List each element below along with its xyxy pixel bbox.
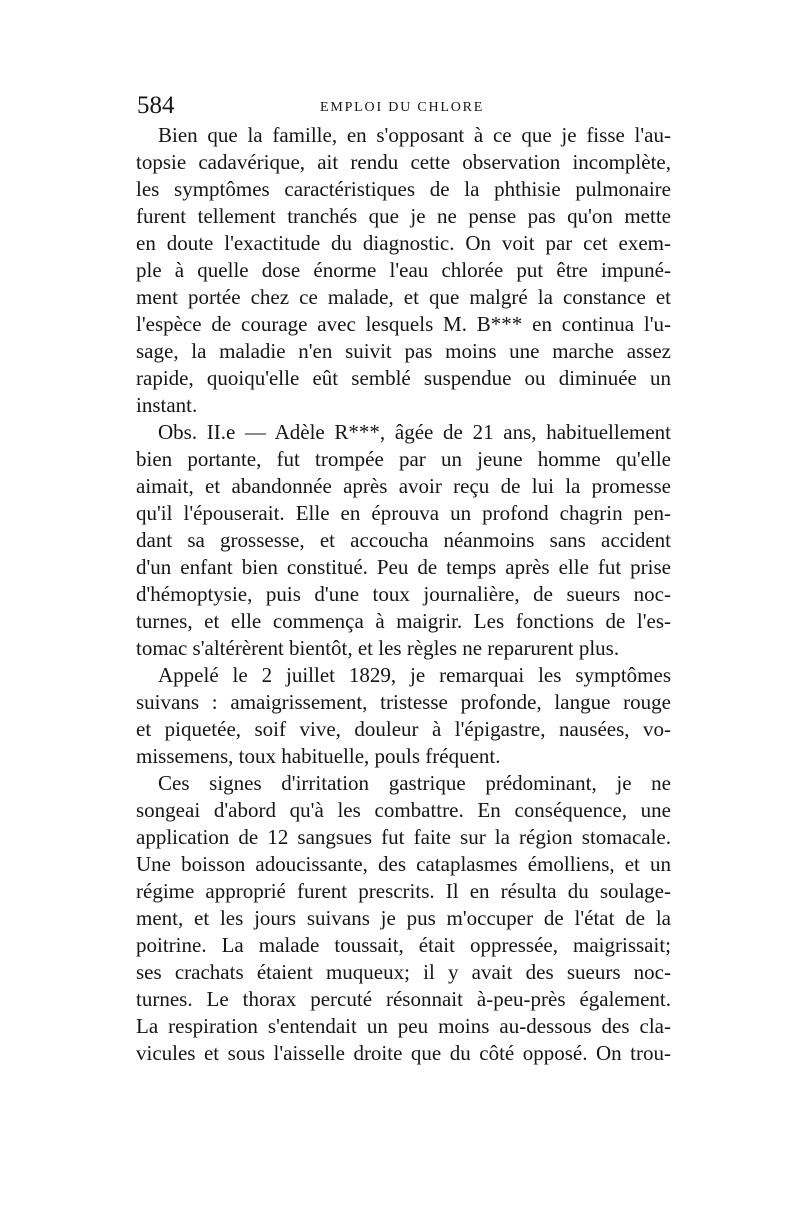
text-line: poitrine. La malade toussait, était oppressée, maigrissait; [136, 933, 671, 957]
text-line: furent tellement tranchés que je ne pense pas qu'on mette [136, 204, 671, 228]
text-line: ment portée chez ce malade, et que malgré la constance et [136, 285, 671, 309]
text-line: turnes, et elle commença à maigrir. Les fonctions de l'es- [136, 609, 671, 633]
page-number: 584 [137, 92, 175, 119]
text-line: régime approprié furent prescrits. Il en résulta du soulage- [136, 879, 671, 903]
text-line: suivans : amaigrissement, tristesse profonde, langue rouge [136, 690, 671, 714]
text-line: d'un enfant bien constitué. Peu de temps après elle fut prise [136, 555, 671, 579]
text-line: Ces signes d'irritation gastrique prédominant, je ne [158, 771, 671, 795]
text-line: songeai d'abord qu'à les combattre. En conséquence, une [136, 798, 671, 822]
text-line: Obs. II.e — Adèle R***, âgée de 21 ans, habituellement [158, 420, 671, 444]
text-line: en doute l'exactitude du diagnostic. On voit par cet exem- [136, 231, 671, 255]
text-line: aimait, et abandonnée après avoir reçu de lui la promesse [136, 474, 671, 498]
text-line: Une boisson adoucissante, des cataplasmes émolliens, et un [136, 852, 671, 876]
text-line: qu'il l'épouserait. Elle en éprouva un profond chagrin pen- [136, 501, 671, 525]
text-line: ses crachats étaient muqueux; il y avait des sueurs noc- [136, 960, 671, 984]
text-line: topsie cadavérique, ait rendu cette observation incomplète, [136, 150, 671, 174]
text-line: ment, et les jours suivans je pus m'occuper de l'état de la [136, 906, 671, 930]
text-line: dant sa grossesse, et accoucha néanmoins sans accident [136, 528, 671, 552]
text-line: Appelé le 2 juillet 1829, je remarquai les symptômes [158, 663, 671, 687]
text-line: turnes. Le thorax percuté résonnait à-peu-près également. [136, 987, 671, 1011]
text-line: application de 12 sangsues fut faite sur la région stomacale. [136, 825, 671, 849]
text-line: bien portante, fut trompée par un jeune homme qu'elle [136, 447, 671, 471]
text-line: d'hémoptysie, puis d'une toux journalière, de sueurs noc- [136, 582, 671, 606]
text-line: missemens, toux habituelle, pouls fréquent. [136, 744, 501, 768]
text-line: vicules et sous l'aisselle droite que du côté opposé. On trou- [136, 1041, 671, 1065]
body-text [136, 122, 671, 1067]
text-line: tomac s'altérèrent bientôt, et les règles ne reparurent plus. [136, 636, 620, 660]
text-line: rapide, quoiqu'elle eût semblé suspendue ou diminuée un [136, 366, 671, 390]
text-line: La respiration s'entendait un peu moins au-dessous des cla- [136, 1014, 671, 1038]
text-line: ple à quelle dose énorme l'eau chlorée put être impuné- [136, 258, 671, 282]
text-line: et piquetée, soif vive, douleur à l'épigastre, nausées, vo- [136, 717, 671, 741]
text-line: l'espèce de courage avec lesquels M. B*** en continua l'u- [136, 312, 671, 336]
text-line: Bien que la famille, en s'opposant à ce que je fisse l'au- [158, 123, 671, 147]
text-line: sage, la maladie n'en suivit pas moins une marche assez [136, 339, 671, 363]
text-line: les symptômes caractéristiques de la phthisie pulmonaire [136, 177, 671, 201]
text-line: instant. [136, 393, 198, 417]
running-title: EMPLOI DU CHLORE [320, 100, 485, 115]
